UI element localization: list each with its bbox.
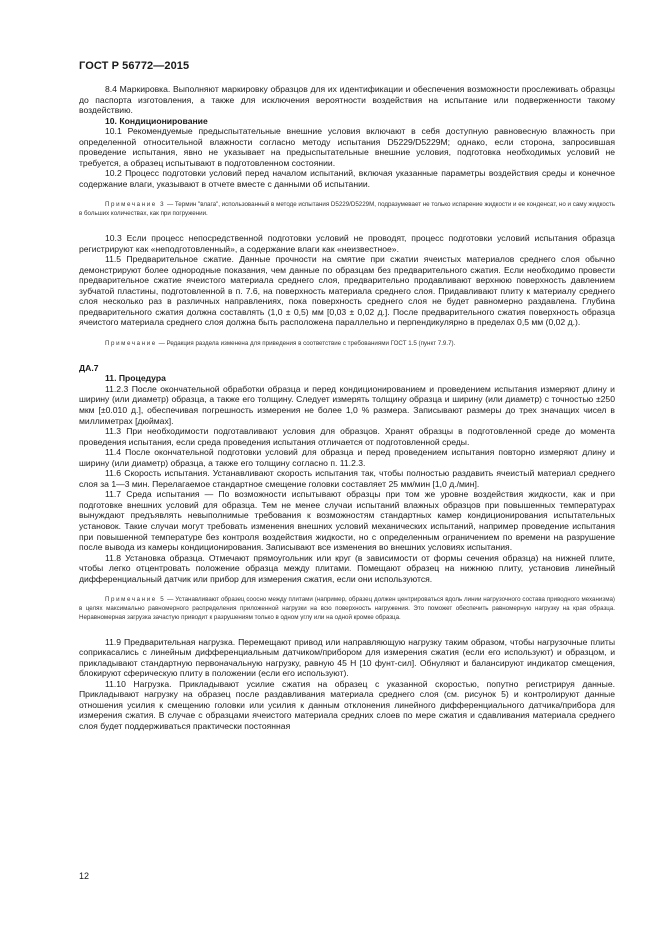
paragraph-11-2-3: 11.2.3 После окончательной обработки образца и перед кондиционированием и проведением испытания измеряют длину и ширину (или диаметр) образца, а также его толщину. Следует измерять толщину образца и ширину (или диаметр) с точностью ±250 мкм [±0.010 д.], обеспечивая погрешность измерения не более 1,0 % размера. Записывают размеры до трех значащих чисел в миллиметрах [дюймах]. [79, 383, 615, 426]
note-5-label: Примечание 5 [105, 596, 166, 604]
paragraph-11-7: 11.7 Среда испытания — По возможности испытывают образцы при том же уровне воздействия жидкости, как и при подготовке внешних условий для образца. Тем не менее случаи испытаний влажных образцов при повышенных температурах вынуждают предъявлять невыполнимые требования к возможностям стандартных камер кондиционирования испытательных установок. Такие случаи могут требовать изменения внешних условий механических испытаний, например проведение испытания при повышенной температуре без контроля воздействия жидкости, но с определенным ограничением по времени на разрушение после вывода из камеры кондиционирования. Записывают все изменения во внешних условиях испытания. [79, 489, 615, 553]
paragraph-11-3: 11.3 При необходимости подготавливают условия для образцов. Хранят образцы в подготовленной среде до момента проведения испытания, если среда проведения испытания отличается от подготовленной среды. [79, 426, 615, 447]
section-heading-10: 10. Кондиционирование [105, 115, 208, 126]
page-number: 12 [79, 871, 90, 881]
note-edit [79, 340, 615, 349]
paragraph-10-3: 10.3 Если процесс непосредственной подготовки условий не проводят, процесс подготовки условий испытания образца регистрируют как «неподготовленный», а содержание влаги как «неизвестное». [79, 233, 615, 254]
paragraph-11-10: 11.10 Нагрузка. Прикладывают усилие сжатия на образец с указанной скоростью, попутно регистрируя данные. Прикладывают нагрузку на образец после раздавливания материала среднего слоя (см. рисунок 5) и контролируют данные отношения усилия к смещению головки или усилия к данным отклонения линейного дифференциального датчика/прибора для измерения сжатия. В случае с образцами ячеистого материала средних слоев по мере сжатия и сдавливания материала среднего слоя будет поддерживаться практически постоянная [79, 678, 615, 732]
note-edit-label: Примечание [105, 339, 157, 347]
paragraph-8-4: 8.4 Маркировка. Выполняют маркировку образцов для их идентификации и обеспечения возможности прослеживать образцы до паспорта изготовления, а также для исключения вероятности воздействия на испытание или подверженности такому воздействию. [79, 84, 615, 116]
note-5-text: — Устанавливают образец соосно между плитами (например, образец должен центрироваться вдоль линии нагрузочного состава приводного механизма) в целях максимально равномерного распределения приложенной нагрузки на всю поверхность нагружения. Это поможет обеспечить равномерную нагрузку на края образца. Неравномерная загрузка зачастую приводит к разрушениям только в одном углу или на одной кромке образца. [79, 596, 615, 621]
paragraph-10-1: 10.1 Рекомендуемые предыспытательные внешние условия включают в себя доступную равновесную влажность при определенной относительной влажности согласно методу испытания D5229/D5229M; однако, если сторона, запросившая проведение испытания, явно не указывает на предыспытательные внешние условия, подготовка необходимых условий не требуется, а образец испытывают в подготовленном состоянии. [79, 126, 615, 168]
note-edit-text: — Редакция раздела изменена для приведения в соответствие с требованиями ГОСТ 1.5 (пункт 7.9.7). [158, 339, 456, 347]
note-3-text: — Термин "влага", использованный в методе испытания D5229/D5229M, подразумевает не только испарение жидкости и ее конденсат, но и саму жидкость в больших количествах, как при погружении. [79, 201, 615, 218]
paragraph-11-4: 11.4 После окончательной подготовки условий для образца и перед проведением испытания повторно измеряют длину и ширину (или диаметр) образца, а также его толщину согласно п. 11.2.3. [79, 447, 615, 468]
paragraph-11-5: 11.5 Предварительное сжатие. Данные прочности на смятие при сжатии ячеистых материалов среднего слоя обычно демонстрируют более однородные показания, чем данные по образцам без предварительного сжатия. Если необходимо провести предварительное сжатие ячеистого материала среднего слоя, предварительно продавливают верхнюю поверхность давлением зубчатой пластины, подготовленной в п. 7.6, на поверхность материала среднего слоя. Придавливают плиту к материалу среднего слоя несколько раз в различных направлениях, пока поверхность среднего слоя не будет равномерно раздавлена. Глубина предварительного сжатия должна составлять (1,0 ± 0,5) мм [0,03 ± 0,02 д.]. После предварительного сжатия поверхность образца ячеистого материала среднего слоя должна быть расположена параллельно и перпендикулярно в пределах 0,5 мм (0,02 д.). [79, 254, 615, 328]
paragraph-11-6: 11.6 Скорость испытания. Устанавливают скорость испытания так, чтобы полностью раздавить ячеистый материал среднего слоя за 1—3 мин. Перелагаемое стандартное смещение головки составляет 25 мм/мин [1,0 д./мин]. [79, 468, 615, 489]
note-5 [79, 596, 615, 622]
note-3 [79, 201, 615, 219]
paragraph-11-9: 11.9 Предварительная нагрузка. Перемещают привод или направляющую нагрузку таким образом, чтобы нагрузочные плиты соприкасались с линейным дифференциальным датчиком/прибором для измерения сжатия (если его используют) и образцом, и прикладывают стандартную первоначальную нагрузку, равную 45 Н [10 фунт-сил]. Обнуляют и балансируют индикатор смещения, блокируют сферическую плиту в положении (если его используют). [79, 636, 615, 679]
document-header: ГОСТ Р 56772—2015 [79, 60, 190, 72]
paragraph-10-2: 10.2 Процесс подготовки условий перед началом испытаний, включая указанные параметры воздействия среды и конечное содержание влаги, указывают в отчете вместе с данными об испытании. [79, 168, 615, 189]
appendix-heading-da7: ДА.7 [79, 362, 99, 373]
paragraph-11-8: 11.8 Установка образца. Отмечают прямоугольник или круг (в зависимости от формы сечения образца) на нижней плите, чтобы легко отцентровать положение образца между плитами. Помещают образец на нижнюю плиту, установив линейный дифференциальный датчик или прибор для измерения сжатия, если они используются. [79, 552, 615, 584]
note-3-label: Примечание 3 [105, 201, 166, 209]
document-body [79, 84, 615, 732]
section-heading-11: 11. Процедура [105, 373, 166, 384]
